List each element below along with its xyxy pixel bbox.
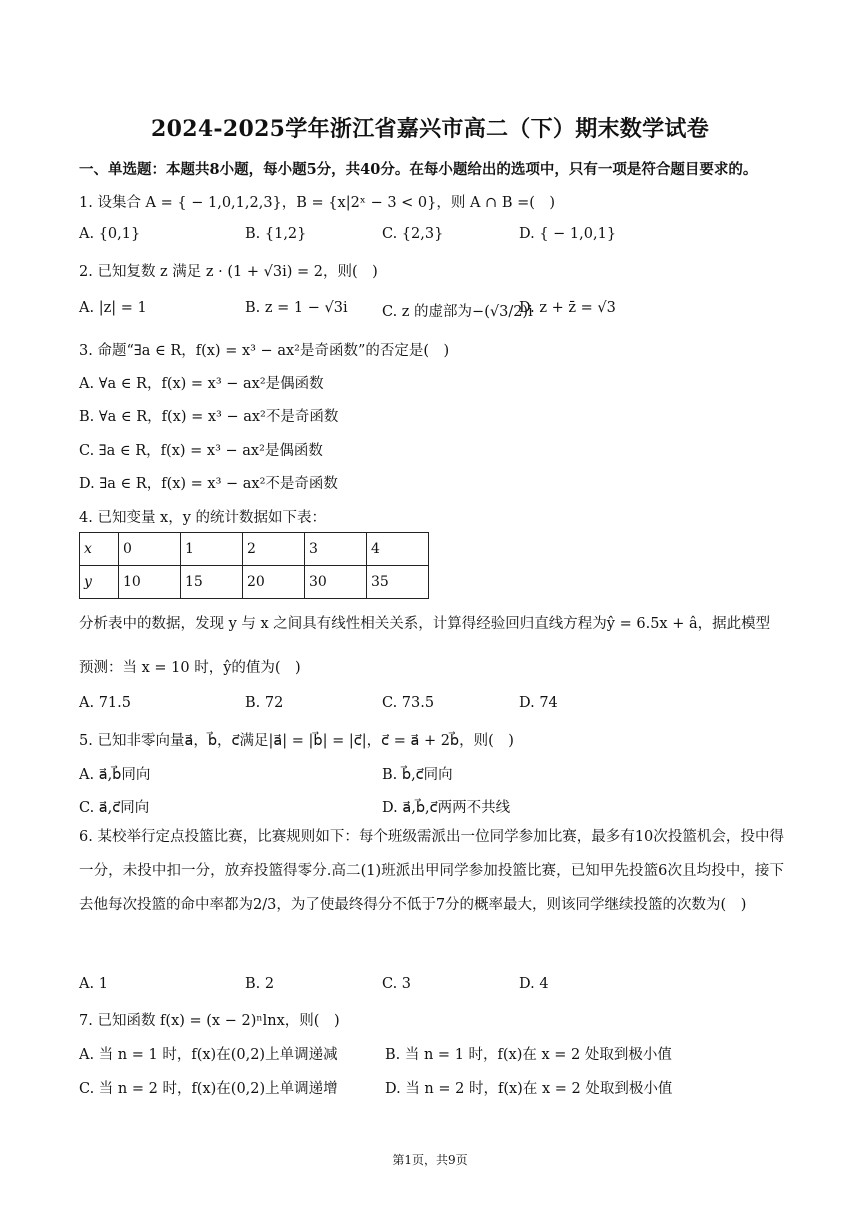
statistics-table xyxy=(79,532,429,599)
question-3-option-b: B. ∀a ∈ R，f(x) = x³ − ax²不是奇函数 xyxy=(79,409,339,425)
question-5-option-b: B. b⃗,c⃗同向 xyxy=(382,767,453,783)
table-cell: 4 xyxy=(367,533,429,566)
question-2-option-a: A. |z| = 1 xyxy=(79,300,147,316)
question-2-option-b: B. z = 1 − √3i xyxy=(245,300,348,316)
table-cell: 30 xyxy=(305,566,367,599)
table-cell: 10 xyxy=(119,566,181,599)
question-4-option-b: B. 72 xyxy=(245,695,284,711)
question-7-option-d: D. 当 n = 2 时，f(x)在 x = 2 处取到极小值 xyxy=(385,1081,673,1097)
question-4-option-d: D. 74 xyxy=(519,695,558,711)
question-7-option-b: B. 当 n = 1 时，f(x)在 x = 2 处取到极小值 xyxy=(385,1047,672,1063)
question-7-option-c: C. 当 n = 2 时，f(x)在(0,2)上单调递增 xyxy=(79,1081,338,1097)
question-4-option-a: A. 71.5 xyxy=(79,695,131,711)
question-6-option-c: C. 3 xyxy=(382,976,412,992)
question-7-option-a: A. 当 n = 1 时，f(x)在(0,2)上单调递减 xyxy=(79,1047,338,1063)
question-1-stem: 1. 设集合 A = { − 1,0,1,2,3}，B = {x|2ˣ − 3 < 0}，则 A ∩ B =( ) xyxy=(79,195,556,211)
question-3-option-c: C. ∃a ∈ R，f(x) = x³ − ax²是偶函数 xyxy=(79,443,323,459)
question-3-stem: 3. 命题“∃a ∈ R，f(x) = x³ − ax²是奇函数”的否定是( ) xyxy=(79,343,450,359)
question-1-option-d: D. { − 1,0,1} xyxy=(519,226,617,242)
question-4-option-c: C. 73.5 xyxy=(382,695,435,711)
question-1-option-b: B. {1,2} xyxy=(245,226,307,242)
question-2-stem: 2. 已知复数 z 满足 z · (1 + √3i) = 2，则( ) xyxy=(79,264,378,280)
question-6-option-b: B. 2 xyxy=(245,976,275,992)
question-2-option-d: D. z + z̄ = √3 xyxy=(519,300,616,316)
section-heading: 一、单选题：本题共8小题，每小题5分，共40分。在每小题给出的选项中，只有一项是符合题目要求的。 xyxy=(79,161,758,178)
table-header-y: y xyxy=(80,566,119,599)
table-header-x: x xyxy=(80,533,119,566)
question-3-option-a: A. ∀a ∈ R，f(x) = x³ − ax²是偶函数 xyxy=(79,376,324,392)
question-5-option-c: C. a⃗,c⃗同向 xyxy=(79,800,150,816)
table-cell: 2 xyxy=(243,533,305,566)
question-4-analysis-line-1: 分析表中的数据，发现 y 与 x 之间具有线性相关关系，计算得经验回归直线方程为ŷ = 6.5x + â，据此模型 xyxy=(79,616,771,632)
exam-title: 2024-2025学年浙江省嘉兴市高二（下）期末数学试卷 xyxy=(151,116,709,142)
question-4-stem: 4. 已知变量 x，y 的统计数据如下表： xyxy=(79,510,327,526)
question-5-option-a: A. a⃗,b⃗同向 xyxy=(79,767,151,783)
question-6-option-a: A. 1 xyxy=(79,976,108,992)
question-1-option-a: A. {0,1} xyxy=(79,226,141,242)
page-footer: 第1页，共9页 xyxy=(392,1153,468,1167)
question-6-option-d: D. 4 xyxy=(519,976,549,992)
table-cell: 35 xyxy=(367,566,429,599)
question-6-stem: 6. 某校举行定点投篮比赛，比赛规则如下：每个班级需派出一位同学参加比赛，最多有10次投篮机会，投中得一分，未投中扣一分，放弃投篮得零分.高二(1)班派出甲同学参加投篮比赛，已知甲先投篮6次且均投中，接下去他每次投篮的命中率都为2/3，为了使最终得分不低于7分的概率最大，则该同学继续投篮的次数为( ) xyxy=(79,829,784,913)
question-5-stem: 5. 已知非零向量a⃗，b⃗，c⃗满足|a⃗| = |b⃗| = |c⃗|，c⃗ = a⃗ + 2b⃗，则( ) xyxy=(79,733,514,749)
question-5-option-d: D. a⃗,b⃗,c⃗两两不共线 xyxy=(382,800,511,816)
table-cell: 0 xyxy=(119,533,181,566)
table-row-y xyxy=(80,566,429,599)
question-1-option-c: C. {2,3} xyxy=(382,226,444,242)
table-cell: 1 xyxy=(181,533,243,566)
table-row-x xyxy=(80,533,429,566)
table-cell: 15 xyxy=(181,566,243,599)
table-cell: 20 xyxy=(243,566,305,599)
table-cell: 3 xyxy=(305,533,367,566)
question-2-option-c: C. z 的虚部为−(√3/2)i xyxy=(382,304,533,320)
question-7-stem: 7. 已知函数 f(x) = (x − 2)ⁿlnx，则( ) xyxy=(79,1013,340,1029)
question-4-analysis-line-2: 预测：当 x = 10 时，ŷ的值为( ) xyxy=(79,660,301,676)
question-3-option-d: D. ∃a ∈ R，f(x) = x³ − ax²不是奇函数 xyxy=(79,476,338,492)
